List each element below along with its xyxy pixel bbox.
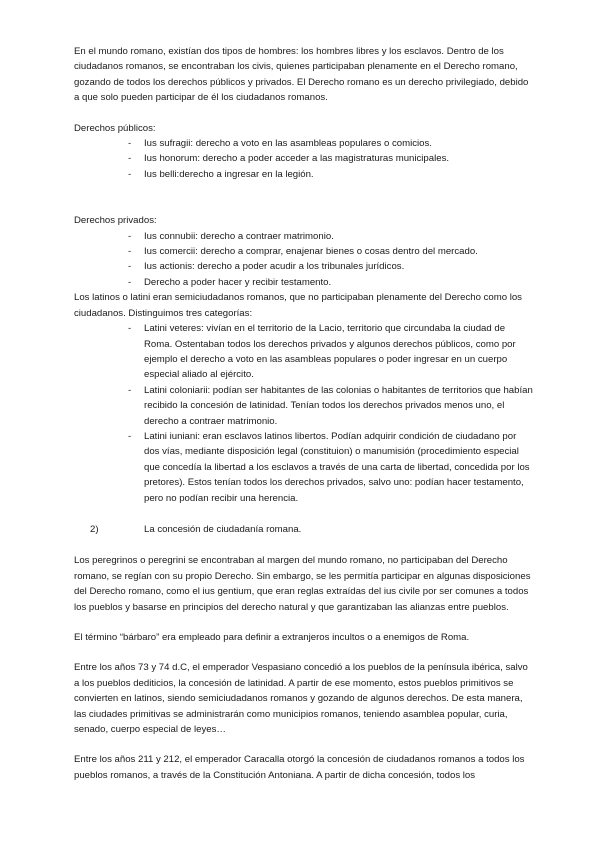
document-body — [74, 44, 534, 798]
public-rights-list — [74, 136, 534, 182]
intro-paragraph: En el mundo romano, existían dos tipos de hombres: los hombres libres y los esclavos. Dentro de los ciudadanos romanos, se encontraban los civis, quienes participaban plenamente en el Derecho romano, gozando de todos los derechos públicos y privados. El Derecho romano es un derecho privilegiado, debido a que solo pueden participar de él los ciudadanos romanos. — [74, 46, 529, 104]
latin-categories-list — [74, 321, 534, 506]
latins-intro-paragraph: Los latinos o latini eran semiciudadanos romanos, que no participaban plenamente del Derecho como los ciudadanos. Distinguimos tres categorías: — [74, 292, 522, 319]
list-item: - Latini veteres: vivían en el territorio de la Lacio, territorio que circundaba la ciudad de Roma. Ostentaban todos los derechos privados y algunos derechos públicos, como por ejemplo el derecho a voto en las asambleas populares o poder ingresar en un cuerpo especial aliado al ejército. — [74, 321, 534, 383]
section-heading — [74, 522, 534, 537]
body-paragraph: Entre los años 73 y 74 d.C, el emperador Vespasiano concedió a los pueblos de la península ibérica, salvo a los pueblos dediticios, la concesión de latinidad. A partir de ese momento, estos pueblos primitivos se convierten en latinos, siendo semiciudadanos romanos y gozando de algunos derechos. De esta manera, las ciudades primitivas se administrarán como municipios romanos, teniendo asamblea popular, curia, senado, cuerpo especial de leyes… — [74, 662, 528, 736]
list-item: - Derecho a poder hacer y recibir testamento. — [74, 275, 534, 290]
section-title: La concesión de ciudadanía romana. — [144, 523, 302, 535]
private-rights-list — [74, 229, 534, 291]
list-item: - Ius comercii: derecho a comprar, enajenar bienes o cosas dentro del mercado. — [74, 244, 534, 259]
list-item: - Ius connubii: derecho a contraer matrimonio. — [74, 229, 534, 244]
spacer — [74, 182, 534, 198]
public-rights-title: Derechos públicos: — [74, 122, 156, 134]
list-item: - Ius sufragii: derecho a voto en las asambleas populares o comicios. — [74, 136, 534, 151]
section-number: 2) — [90, 523, 99, 535]
list-item: - Ius belli:derecho a ingresar en la legión. — [74, 167, 534, 182]
list-item: - Latini coloniarii: podían ser habitantes de las colonias o habitantes de territorios que habían recibido la concesión de latinidad. Tenían todos los derechos privados menos uno, el derecho a contraer matrimonio. — [74, 383, 534, 429]
body-paragraph: El término “bárbaro” era empleado para definir a extranjeros incultos o a enemigos de Roma. — [74, 632, 470, 643]
list-item: - Ius actionis: derecho a poder acudir a los tribunales jurídicos. — [74, 259, 534, 274]
body-paragraph: Los peregrinos o peregrini se encontraban al margen del mundo romano, no participaban del Derecho romano, se regían con su propio Derecho. Sin embargo, se les permitía participar en algunas disposiciones del Derecho romano, como el ius gentium, que eran reglas extraídas del ius civile por ser comunes a todos los pueblos y basarse en principios del derecho natural y que garantizaban las alianzas entre pueblos. — [74, 555, 531, 613]
private-rights-title: Derechos privados: — [74, 215, 157, 227]
list-item: - Latini iuniani: eran esclavos latinos libertos. Podían adquirir condición de ciudadano por dos vías, mediante disposición legal (constituion) o manumisión (procedimiento especial que concedía la libertad a los esclavos a través de una carta de libertad, concedida por los pretores). Estos tenían todos los derechos privados, salvo uno: podían hacer testamento, pero no podían recibir una herencia. — [74, 429, 534, 506]
list-item: - Ius honorum: derecho a poder acceder a las magistraturas municipales. — [74, 151, 534, 166]
body-paragraph: Entre los años 211 y 212, el emperador Caracalla otorgó la concesión de ciudadanos romanos a todos los pueblos romanos, a través de la Constitución Antoniana. A partir de dicha concesión, todos los — [74, 754, 525, 781]
